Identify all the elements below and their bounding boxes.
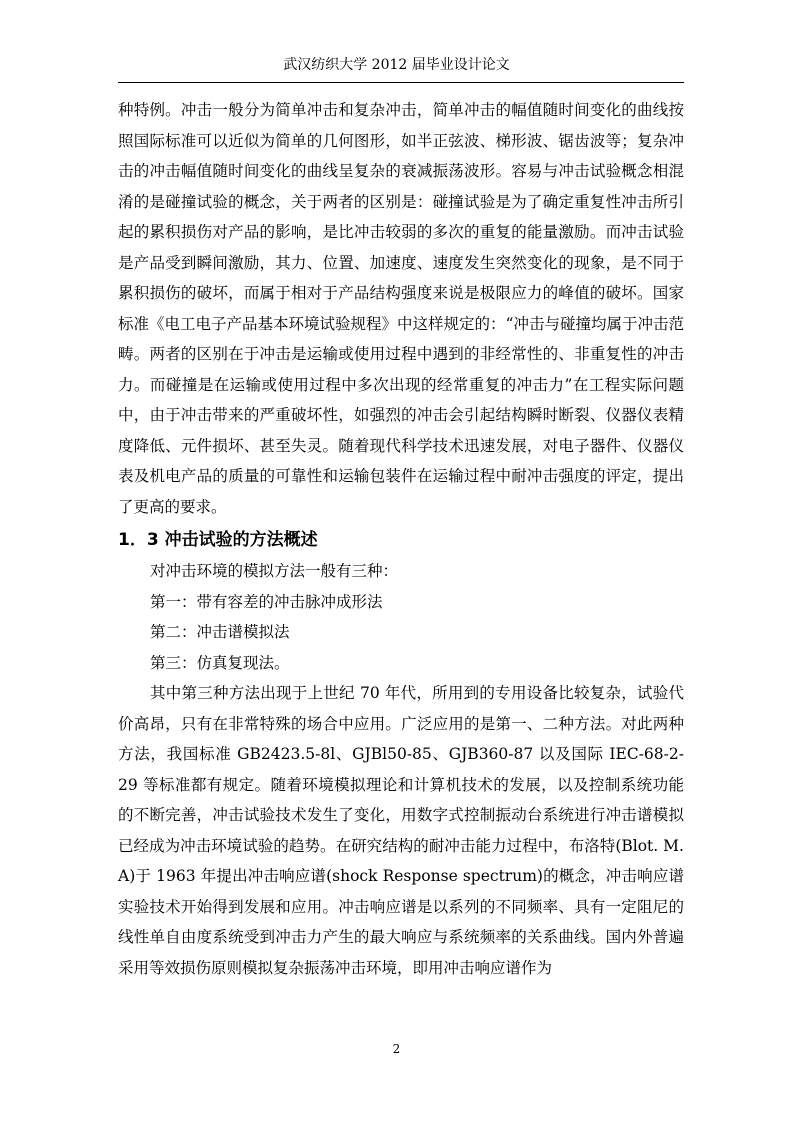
body-paragraph: 种特例。冲击一般分为简单冲击和复杂冲击，简单冲击的幅值随时间变化的曲线按照国际标准可以近似为简单的几何图形，如半正弦波、梯形波、锯齿波等；复杂冲击的冲击幅值随时间变化的曲线呈复杂的衰减振荡波形。容易与冲击试验概念相混淆的是碰撞试验的概念，关于两者的区别是：碰撞试验是为了确定重复性冲击所引起的累积损伤对产品的影响，是比冲击较弱的多次的重复的能量激励。而冲击试验是产品受到瞬间激励，其力、位置、加速度、速度发生突然变化的现象，是不同于累积损伤的破坏，而属于相对于产品结构强度来说是极限应力的峰值的破坏。国家标准《电工电子产品基本环境试验规程》中这样规定的：“冲击与碰撞均属于冲击范畴。两者的区别在于冲击是运输或使用过程中遇到的非经常性的、非重复性的冲击力。而碰撞是在运输或使用过程中多次出现的经常重复的冲击力”在工程实际问题中，由于冲击带来的严重破坏性，如强烈的冲击会引起结构瞬时断裂、仪器仪表精度降低、元件损坏、甚至失灵。随着现代科学技术迅速发展，对电子器件、仪器仪表及机电产品的质量的可靠性和运输包装件在运输过程中耐冲击强度的评定，提出了更高的要求。: [118, 101, 684, 516]
page-header: 武汉纺织大学 2012 届毕业设计论文: [283, 57, 510, 73]
list-line: 第三：仿真复现法。: [150, 653, 290, 672]
list-line: 第二：冲击谱模拟法: [150, 623, 290, 641]
header-divider: [118, 82, 684, 83]
list-line: 对冲击环境的模拟方法一般有三种：: [150, 562, 399, 580]
page-number: 2: [392, 1042, 401, 1056]
section-heading: 1．3 冲击试验的方法概述: [118, 530, 318, 550]
body-paragraph: 其中第三种方法出现于上世纪 70 年代，所用到的专用设备比较复杂，试验代价高昂，只有在非常特殊的场合中应用。广泛应用的是第一、二种方法。对此两种方法，我国标准 GB2423.5-8l、GJBl50-85、GJB360-87 以及国际 IEC-68-2-29 等标准都有规定。随着环境模拟理论和计算机技术的发展，以及控制系统功能的不断完善，冲击试验技术发生了变化，用数字式控制振动台系统进行冲击谱模拟已经成为冲击环境试验的趋势。在研究结构的耐冲击能力过程中，布洛特(Blot. M. A)于 1963 年提出冲击响应谱(shock Response spectrum)的概念，冲击响应谱实验技术开始得到发展和应用。冲击响应谱是以系列的不同频率、具有一定阻尼的线性单自由度系统受到冲击力产生的最大响应与系统频率的关系曲线。国内外普遍采用等效损伤原则模拟复杂振荡冲击环境，即用冲击响应谱作为: [118, 684, 684, 977]
list-line: 第一：带有容差的冲击脉冲成形法: [150, 592, 383, 611]
page-body: [118, 95, 684, 983]
